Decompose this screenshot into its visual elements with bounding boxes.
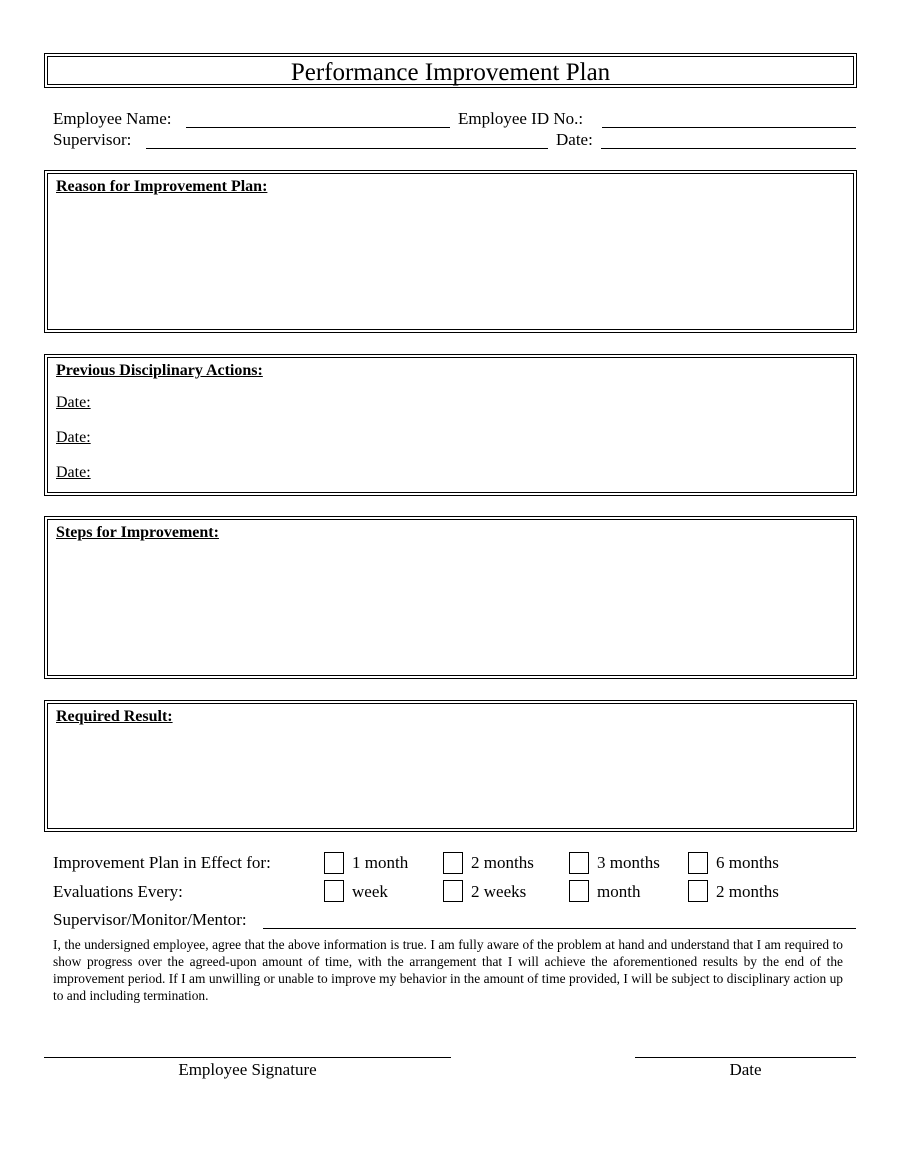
evaluations-label: Evaluations Every: — [53, 882, 183, 901]
required-result-section[interactable] — [44, 700, 857, 832]
effect-3-months-label: 3 months — [597, 853, 660, 872]
reason-section-title: Reason for Improvement Plan: — [56, 178, 268, 195]
eval-month-checkbox[interactable] — [569, 880, 589, 902]
previous-actions-title: Previous Disciplinary Actions: — [56, 362, 263, 379]
agreement-text: I, the undersigned employee, agree that the above information is true. I am fully aware of the problem at hand and understand that I am required to show progress over the agreed-upon amount of time, with the arrangement that I will achieve the aforementioned results by the end of the improvement period. If I am unwilling or unable to improve my behavior in the amount of time provided, I will be subject to disciplinary action up to and including termination. — [53, 937, 843, 1003]
date-label: Date: — [556, 130, 593, 149]
supervisor-label: Supervisor: — [53, 130, 132, 149]
effect-6-months-checkbox[interactable] — [688, 852, 708, 874]
date-field[interactable] — [601, 148, 856, 149]
supervisor-field[interactable] — [146, 148, 548, 149]
eval-month-label: month — [597, 882, 641, 901]
eval-2-weeks-label: 2 weeks — [471, 882, 527, 901]
signature-date-line[interactable] — [635, 1057, 856, 1058]
previous-date-3: Date: — [56, 464, 91, 481]
employee-name-label: Employee Name: — [53, 109, 172, 128]
mentor-label: Supervisor/Monitor/Mentor: — [53, 910, 247, 929]
eval-2-weeks-checkbox[interactable] — [443, 880, 463, 902]
reason-section[interactable] — [44, 170, 857, 333]
employee-id-field[interactable] — [602, 127, 856, 128]
effect-3-months-checkbox[interactable] — [569, 852, 589, 874]
signature-date-label: Date — [729, 1060, 762, 1079]
steps-section-title: Steps for Improvement: — [56, 524, 219, 541]
page-title: Performance Improvement Plan — [290, 59, 611, 86]
eval-week-checkbox[interactable] — [324, 880, 344, 902]
effect-1-month-label: 1 month — [352, 853, 409, 872]
mentor-field[interactable] — [263, 928, 856, 929]
eval-week-label: week — [352, 882, 388, 901]
previous-date-2: Date: — [56, 429, 91, 446]
eval-2-months-label: 2 months — [716, 882, 779, 901]
effect-6-months-label: 6 months — [716, 853, 779, 872]
employee-name-field[interactable] — [186, 127, 450, 128]
eval-2-months-checkbox[interactable] — [688, 880, 708, 902]
effect-2-months-label: 2 months — [471, 853, 534, 872]
effect-2-months-checkbox[interactable] — [443, 852, 463, 874]
title-box — [44, 53, 857, 88]
previous-date-1: Date: — [56, 394, 91, 411]
previous-actions-section[interactable] — [44, 354, 857, 496]
employee-id-label: Employee ID No.: — [458, 109, 584, 128]
required-result-title: Required Result: — [56, 708, 173, 725]
plan-effect-label: Improvement Plan in Effect for: — [53, 853, 271, 872]
steps-section[interactable] — [44, 516, 857, 679]
employee-signature-line[interactable] — [44, 1057, 451, 1058]
effect-1-month-checkbox[interactable] — [324, 852, 344, 874]
employee-signature-label: Employee Signature — [178, 1060, 317, 1079]
